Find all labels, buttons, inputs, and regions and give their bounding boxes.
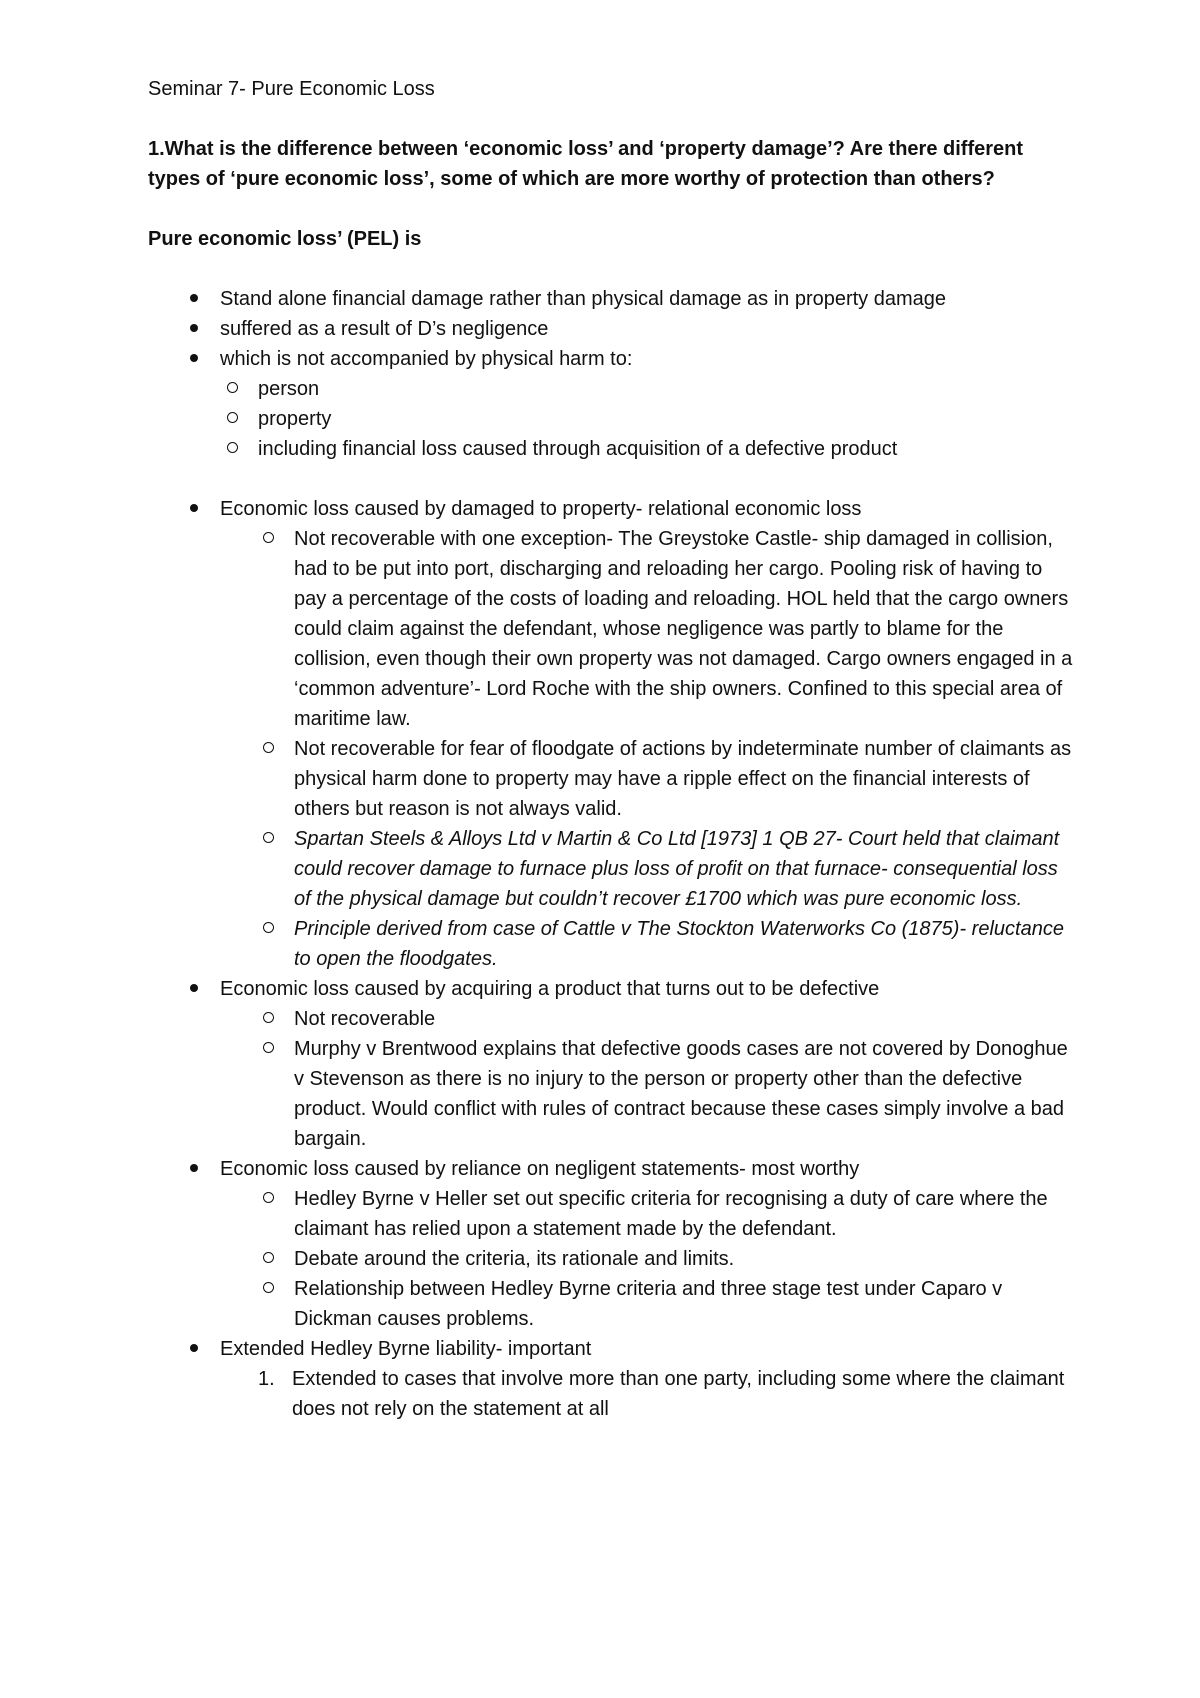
document-body <box>148 74 1078 1424</box>
point-item <box>258 824 1078 914</box>
bullet-icon <box>186 1154 202 1184</box>
category-item <box>148 494 1078 974</box>
point-text: Not recoverable <box>294 1008 436 1030</box>
category-item <box>148 974 1078 1154</box>
document-title: Seminar 7- Pure Economic Loss <box>148 78 435 100</box>
circle-bullet-icon <box>260 734 276 764</box>
point-text: Hedley Byrne v Heller set out specific criteria for recognising a duty of care where the claimant has relied upon a statement made by the defendant. <box>294 1188 1048 1240</box>
definition-intro: Pure economic loss’ (PEL) is <box>148 228 422 250</box>
bullet-icon <box>186 344 202 374</box>
case-citation-text: Principle derived from case of Cattle v The Stockton Waterworks Co (1875)- reluctance to open the floodgates. <box>294 918 1064 970</box>
point-text: Debate around the criteria, its rationale and limits. <box>294 1248 735 1270</box>
sub-list-item <box>220 404 1078 434</box>
category-heading: Economic loss caused by acquiring a product that turns out to be defective <box>220 978 880 1000</box>
circle-bullet-icon <box>260 1274 276 1304</box>
list-item-text: suffered as a result of D’s negligence <box>220 318 549 340</box>
point-text: Relationship between Hedley Byrne criteria and three stage test under Caparo v Dickman causes problems. <box>294 1278 1003 1330</box>
spacer <box>148 464 1078 494</box>
list-item <box>148 314 1078 344</box>
point-item <box>258 1184 1078 1244</box>
point-item <box>258 1034 1078 1154</box>
circle-bullet-icon <box>260 1004 276 1034</box>
point-item <box>258 734 1078 824</box>
circle-bullet-icon <box>224 374 240 404</box>
categories-list <box>148 494 1078 1424</box>
point-item <box>258 524 1078 734</box>
bullet-icon <box>186 494 202 524</box>
circle-bullet-icon <box>224 404 240 434</box>
point-item <box>258 1274 1078 1334</box>
sub-list-item <box>220 374 1078 404</box>
point-item <box>258 1244 1078 1274</box>
category-heading: Economic loss caused by reliance on negligent statements- most worthy <box>220 1158 860 1180</box>
category-points <box>220 1004 1078 1154</box>
category-points <box>220 1184 1078 1334</box>
category-points <box>220 524 1078 974</box>
point-text: Not recoverable with one exception- The Greystoke Castle- ship damaged in collision, had to be put into port, discharging and reloading her cargo. Pooling risk of having to pay a percentage of the costs of loading and reloading. HOL held that the cargo owners could claim against the defendant, whose negligence was partly to blame for the collision, even though their own property was not damaged. Cargo owners engaged in a ‘common adventure’- Lord Roche with the ship owners. Confined to this special area of maritime law. <box>294 528 1073 730</box>
definition-list <box>148 284 1078 464</box>
case-citation-text: Spartan Steels & Alloys Ltd v Martin & Co Ltd [1973] 1 QB 27- Court held that claimant could recover damage to furnace plus loss of profit on that furnace- consequential loss of the physical damage but couldn’t recover £1700 which was pure economic loss. <box>294 828 1060 910</box>
bullet-icon <box>186 1334 202 1364</box>
circle-bullet-icon <box>260 1184 276 1214</box>
sub-list-item-text: property <box>258 408 332 430</box>
category-heading: Economic loss caused by damaged to property- relational economic loss <box>220 498 862 520</box>
circle-bullet-icon <box>260 1034 276 1064</box>
sub-list-item <box>220 434 1078 464</box>
circle-bullet-icon <box>260 1244 276 1274</box>
numbered-list <box>220 1364 1078 1424</box>
list-item <box>148 284 1078 314</box>
bullet-icon <box>186 314 202 344</box>
category-heading: Extended Hedley Byrne liability- important <box>220 1338 592 1360</box>
sub-list <box>220 374 1078 464</box>
list-item-text: Stand alone financial damage rather than physical damage as in property damage <box>220 288 947 310</box>
numbered-item-number: 1. <box>258 1368 275 1390</box>
numbered-item-text: Extended to cases that involve more than one party, including some where the claimant does not rely on the statement at all <box>292 1368 1065 1420</box>
sub-list-item-text: including financial loss caused through acquisition of a defective product <box>258 438 898 460</box>
point-item <box>258 914 1078 974</box>
circle-bullet-icon <box>260 914 276 944</box>
circle-bullet-icon <box>260 524 276 554</box>
point-item <box>258 1004 1078 1034</box>
category-item <box>148 1154 1078 1334</box>
point-text: Murphy v Brentwood explains that defective goods cases are not covered by Donoghue v Stevenson as there is no injury to the person or property other than the defective product. Would conflict with rules of contract because these cases simply involve a bad bargain. <box>294 1038 1068 1150</box>
bullet-icon <box>186 974 202 1004</box>
question-heading: 1.What is the difference between ‘economic loss’ and ‘property damage’? Are there different types of ‘pure economic loss’, some of which are more worthy of protection than others? <box>148 138 1024 190</box>
sub-list-item-text: person <box>258 378 320 400</box>
list-item-text: which is not accompanied by physical harm to: <box>220 348 633 370</box>
bullet-icon <box>186 284 202 314</box>
category-item <box>148 1334 1078 1424</box>
point-text: Not recoverable for fear of floodgate of actions by indeterminate number of claimants as physical harm done to property may have a ripple effect on the financial interests of others but reason is not always valid. <box>294 738 1072 820</box>
circle-bullet-icon <box>224 434 240 464</box>
numbered-item <box>256 1364 1078 1424</box>
list-item <box>148 344 1078 464</box>
circle-bullet-icon <box>260 824 276 854</box>
